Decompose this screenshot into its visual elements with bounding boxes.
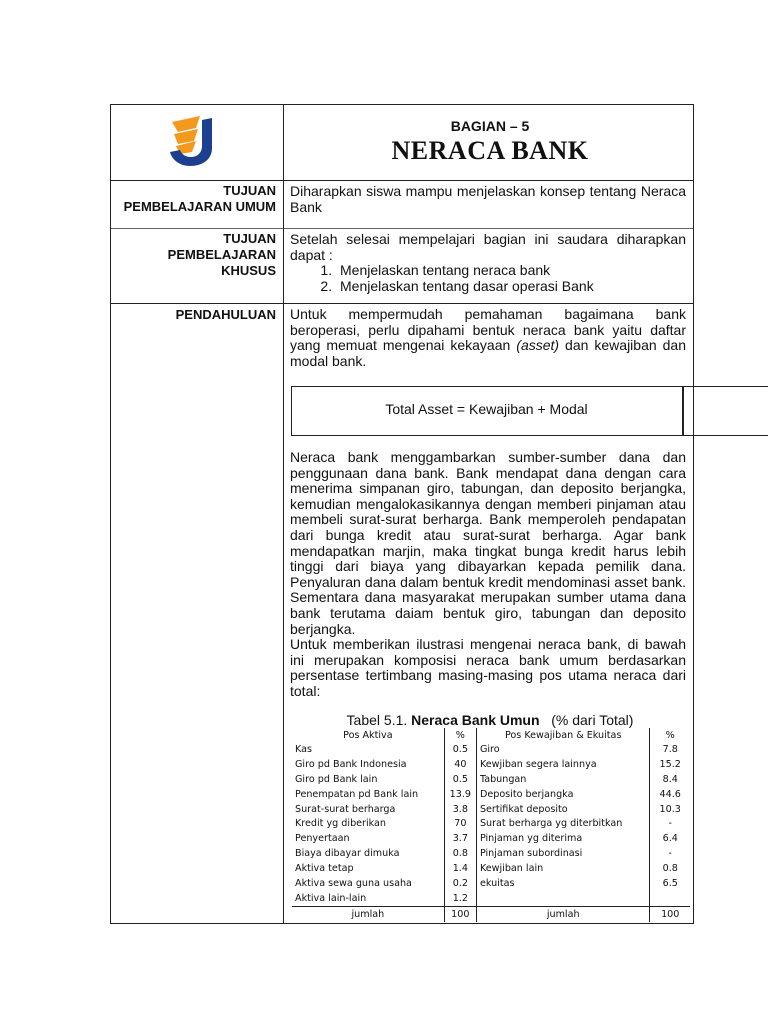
cell-kewajiban: Giro [479,743,500,755]
cell-kewajiban-percent: - [650,846,690,861]
cell-aktiva: Aktiva tetap [295,863,354,875]
table-row [292,891,690,906]
cell-aktiva: Surat-surat berharga [295,803,396,815]
body-paragraph: Neraca bank menggambarkan sumber-sumber dana dan penggunaan dana bank. Bank mendapat dana dengan cara menerima simpanan giro, tabungan, dan deposito berjangka, kemudian mengalokasikannya dengan memberi pinjaman atau membeli surat-surat berharga. Bank memperoleh pendapatan dari bunga kredit atau surat-surat berharga. Agar bank mendapatkan marjin, maka tingkat bunga kredit harus lebih tinggi dari biaya yang dibayarkan kepada pemilik dana. Penyaluran dana dalam bentuk kredit mendominasi asset bank. Sementara dana masyarakat merupakan sumber utama dana bank terutama daiam bentuk giro, tabungan dan deposito berjangka. [290,449,686,637]
body-paragraph: Untuk memberikan ilustrasi mengenai neraca bank, di bawah ini merupakan komposisi neraca bank umum berdasarkan persentase tertimbang masing-masing pos utama neraca dari total: [290,636,686,699]
khusus-item: 2. Menjelaskan tentang dasar operasi Bank [336,279,686,295]
cell-aktiva-percent: 13.9 [444,787,476,802]
cell-kewajiban: Pinjaman yg diterima [479,833,583,845]
cell-aktiva: Aktiva lain-lain [295,892,367,904]
table-total-row [292,906,690,921]
cell-kewajiban-percent: 44.6 [650,787,690,802]
cell-aktiva: Giro pd Bank Indonesia [295,758,407,770]
cell-kewajiban: Kewjiban lain [479,863,544,875]
formula-box-divider [682,386,684,436]
label-tujuan-umum: TUJUAN PEMBELAJARAN UMUM [123,183,276,214]
cell-aktiva: Biaya dibayar dimuka [295,848,400,860]
caption-number: Tabel 5.1. [346,712,412,728]
cell-kewajiban-percent: 0.8 [650,861,690,876]
header-pos-kewajiban: Pos Kewajiban & Ekuitas [504,729,622,741]
khusus-list [290,263,686,294]
row-divider-umum [110,180,694,181]
header-percent: % [650,728,690,742]
caption-title: Neraca Bank Umun [411,712,540,728]
cell-aktiva: Giro pd Bank lain [295,773,378,785]
cell-kewajiban-percent: 7.8 [650,742,690,757]
page-title: NERACA BANK [391,136,589,165]
cell-kewajiban-percent: - [650,816,690,831]
table-row [292,876,690,891]
cell-aktiva-percent: 0.5 [444,772,476,787]
label-pendahuluan: PENDAHULUAN [175,307,276,322]
header-pos-aktiva: Pos Aktiva [343,729,393,741]
header-percent: % [444,728,476,742]
cell-aktiva: Penempatan pd Bank lain [295,788,419,800]
table-row [292,831,690,846]
neraca-table [292,728,690,922]
cell-kewajiban: Sertifikat deposito [479,803,568,815]
text-tujuan-umum: Diharapkan siswa mampu menjelaskan konsep tentang Neraca Bank [290,183,686,215]
cell-aktiva: Kredit yg diberikan [295,818,387,830]
cell-kewajiban-percent: 6.4 [650,831,690,846]
pendahuluan-asset: (asset) [516,337,560,354]
cell-kewajiban: Surat berharga yg diterbitkan [479,818,623,830]
cell-aktiva-percent: 3.8 [444,802,476,817]
cell-aktiva-percent: 1.4 [444,861,476,876]
total-value: 100 [444,906,476,921]
bank-logo-icon [168,114,226,170]
khusus-intro: Setelah selesai mempelajari bagian ini saudara diharapkan dapat : [290,231,686,263]
caption-unit: (% dari Total) [539,712,634,728]
table-row [292,787,690,802]
text-tujuan-khusus [290,232,686,294]
section-number: BAGIAN – 5 [450,118,530,134]
cell-aktiva: Aktiva sewa guna usaha [295,877,412,889]
table-row [292,802,690,817]
cell-kewajiban-percent: 15.2 [650,757,690,772]
cell-aktiva-percent: 40 [444,757,476,772]
table-header-row [292,728,690,742]
cell-kewajiban: Pinjaman subordinasi [479,848,583,860]
cell-aktiva-percent: 0.2 [444,876,476,891]
cell-aktiva-percent: 0.8 [444,846,476,861]
total-value: 100 [650,906,690,921]
cell-kewajiban-percent: 10.3 [650,802,690,817]
cell-kewajiban: Deposito berjangka [479,788,574,800]
cell-aktiva-percent: 70 [444,816,476,831]
formula-text: Total Asset = Kewajiban + Modal [385,401,588,417]
body-text [290,450,686,700]
cell-kewajiban: ekuitas [479,877,515,889]
cell-kewajiban: Kewjiban segera lainnya [479,758,597,770]
cell-aktiva: Penyertaan [295,833,350,845]
table-row [292,861,690,876]
cell-kewajiban-percent [650,891,690,906]
table-caption [290,712,690,728]
row-divider-khusus [110,228,694,229]
cell-kewajiban-percent: 6.5 [650,876,690,891]
cell-aktiva-percent: 1.2 [444,891,476,906]
cell-kewajiban [476,891,650,906]
total-label: jumlah [476,906,650,921]
row-divider-pendahuluan [110,303,694,304]
cell-kewajiban: Tabungan [479,773,527,785]
text-pendahuluan [290,307,686,369]
cell-kewajiban-percent: 8.4 [650,772,690,787]
cell-aktiva: Kas [295,743,312,755]
khusus-item: 1. Menjelaskan tentang neraca bank [336,263,686,279]
pendahuluan-text-a: Untuk mempermudah pemahaman bagaimana bank beroperasi, perlu dipahami bentuk neraca bank yaitu daftar yang memuat mengenai kekayaan [290,306,686,354]
table-row [292,846,690,861]
cell-aktiva-percent: 3.7 [444,831,476,846]
column-divider [283,104,284,924]
pendahuluan-text-b: dan kewajiban dan modal bank. [290,337,686,369]
label-tujuan-khusus: TUJUAN PEMBELAJARAN KHUSUS [167,231,276,278]
total-label: jumlah [292,906,444,921]
table-row [292,772,690,787]
table-row [292,816,690,831]
cell-aktiva-percent: 0.5 [444,742,476,757]
table-row [292,757,690,772]
table-row [292,742,690,757]
